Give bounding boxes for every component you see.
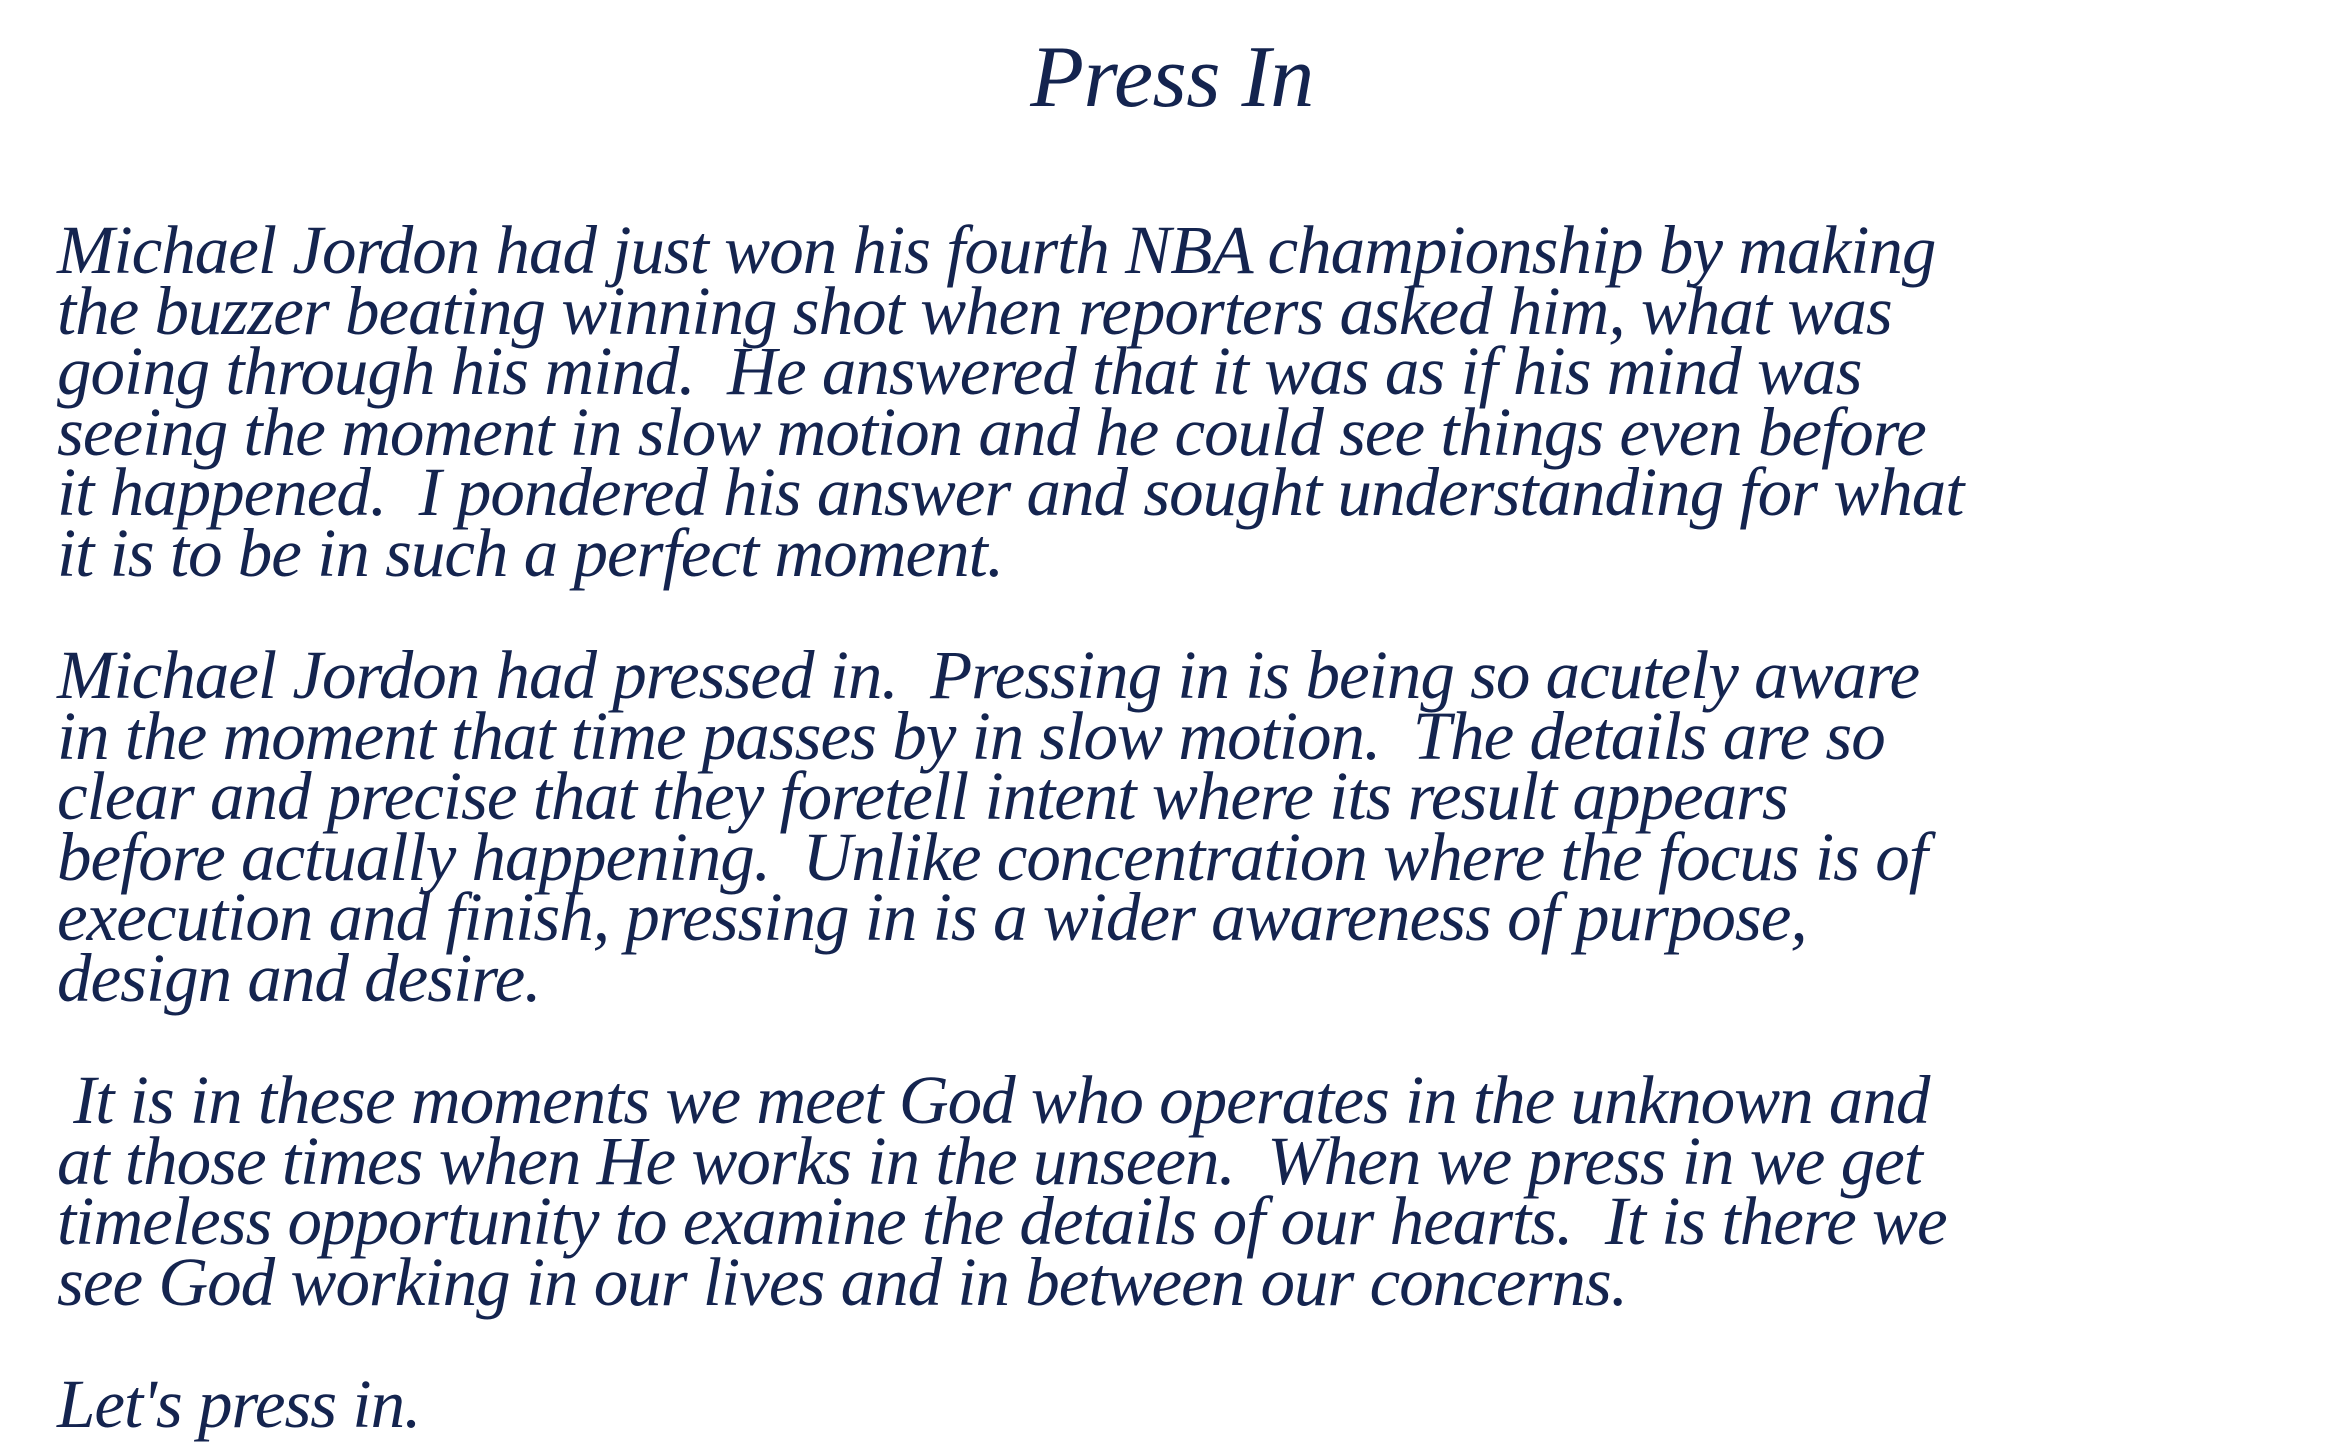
closing-line: Let's press in. — [57, 1366, 421, 1442]
document-title: Press In — [1030, 29, 1314, 126]
paragraph-1: Michael Jordon had just won his fourth NBA championship by making the buzzer beating winning shot when reporters asked him, what was going through his mind. He answered that it was as if his mind was seeing the moment in slow motion and he could see things even before it happened. I pondered his answer and sought understanding for what it is to be in such a perfect moment. — [57, 212, 1964, 591]
paragraph-3: It is in these moments we meet God who operates in the unknown and at those times when He works in the unseen. When we press in we get timeless opportunity to examine the details of our hearts. It is there we see God working in our lives and in between our concerns. — [57, 1062, 1947, 1320]
paragraph-2: Michael Jordon had pressed in. Pressing in is being so acutely aware in the moment that time passes by in slow motion. The details are so clear and precise that they foretell intent where its result appears before actually happening. Unlike concentration where the focus is of execution and finish, pressing in is a wider awareness of purpose, design and desire. — [57, 637, 1927, 1016]
